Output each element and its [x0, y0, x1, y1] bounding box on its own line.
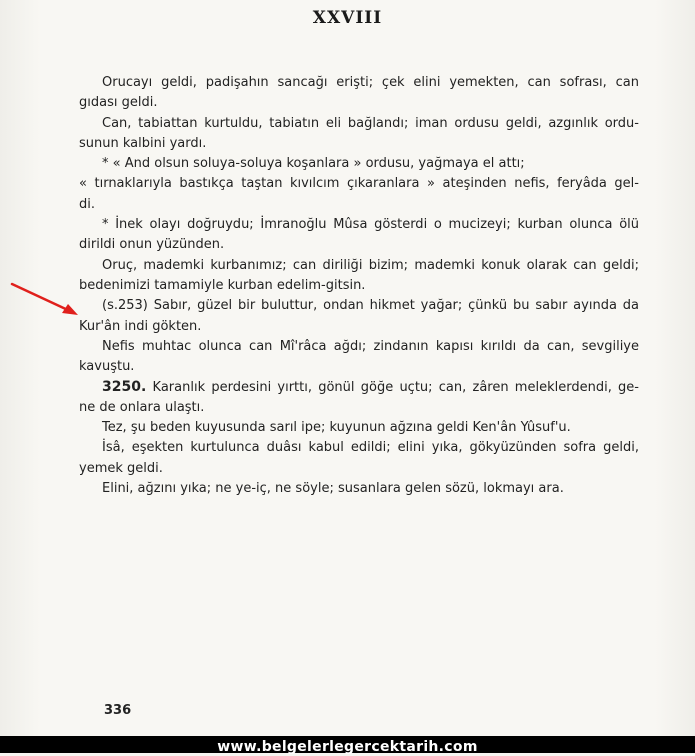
text-line: Tez, şu beden kuyusunda sarıl ipe; kuyunun ağzına geldi Ken'ân Yûsuf'u.	[102, 420, 571, 436]
verse-line	[79, 377, 639, 397]
text-line: sunun kalbini yardı.	[79, 135, 207, 151]
body-text	[79, 73, 639, 499]
text-line: Oruç, mademki kurbanımız; can diriliği bizim; mademki konuk olarak can geldi;	[102, 257, 639, 273]
text-line: * İnek olayı doğruydu; İmranoğlu Mûsa gösterdi o mucizeyi; kurban olunca ölü	[102, 217, 639, 233]
text-line: Elini, ağzını yıka; ne ye-iç, ne söyle; susanlara gelen sözü, lokmayı ara.	[102, 480, 564, 496]
text-line: « tırnaklarıyla bastıkça taştan kıvılcım çıkaranlara » ateşinden nefis, feryâda gel-	[79, 176, 639, 192]
page-number: 336	[104, 703, 132, 718]
text-line: * « And olsun soluya-soluya koşanlara » ordusu, yağmaya el attı;	[102, 156, 525, 172]
text-line: Can, tabiattan kurtuldu, tabiatın eli bağlandı; iman ordusu geldi, azgınlık ordu-	[102, 115, 639, 131]
text-line: yemek geldi.	[79, 460, 163, 476]
text-line: di.	[79, 196, 95, 212]
text-line: Orucayı geldi, padişahın sancağı erişti; çek elini yemekten, can sofrası, can	[102, 75, 639, 90]
footer-banner	[0, 736, 695, 753]
text-line: ne de onlara ulaştı.	[79, 399, 205, 415]
text-line: Kur'ân indi gökten.	[79, 318, 202, 334]
text-line: dirildi onun yüzünden.	[79, 237, 225, 253]
footer-url[interactable]: www.belgelerlegercektarih.com	[217, 739, 478, 755]
text-line: Nefis muhtac olunca can Mî'râca ağdı; zindanın kapısı kırıldı da can, sevgiliye	[102, 338, 639, 354]
page-heading: XXVIII	[312, 8, 383, 28]
text-line: bedenimizi tamamiyle kurban edelim-gitsin.	[79, 277, 366, 293]
text-line: kavuştu.	[79, 359, 135, 375]
verse-number: 3250.	[102, 379, 147, 396]
red-arrow-icon	[10, 282, 80, 318]
text-line: gıdası geldi.	[79, 95, 158, 111]
text-line: Karanlık perdesini yırttı, gönül göğe uçtu; can, zâren meleklerdendi, ge-	[152, 380, 639, 396]
text-line: İsâ, eşekten kurtulunca duâsı kabul edildi; elini yıka, gökyüzünden sofra geldi,	[102, 440, 639, 456]
text-line: (s.253) Sabır, güzel bir buluttur, ondan hikmet yağar; çünkü bu sabır ayında da	[102, 298, 639, 314]
